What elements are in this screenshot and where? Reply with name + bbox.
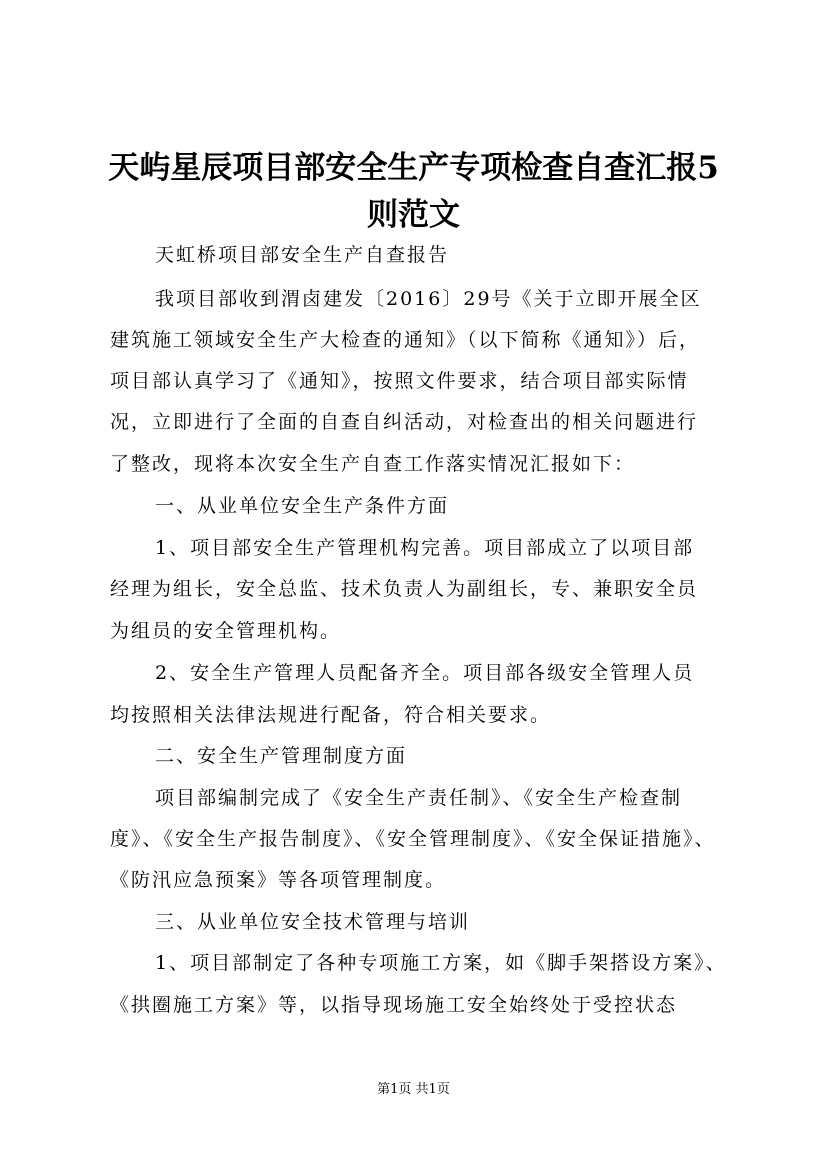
body-line: 建筑施工领域安全生产大检查的通知》（以下简称《通知》）后， xyxy=(110,329,701,351)
body-line: 1、项目部安全生产管理机构完善。项目部成立了以项目部 xyxy=(155,537,695,559)
section-heading: 二、安全生产管理制度方面 xyxy=(155,745,408,767)
document-title-line-2: 则范文 xyxy=(367,197,460,233)
body-line: 2、安全生产管理人员配备齐全。项目部各级安全管理人员 xyxy=(155,662,695,684)
body-line: 项目部认真学习了《通知》，按照文件要求，结合项目部实际情 xyxy=(110,370,689,392)
body-line: 《防汛应急预案》等各项管理制度。 xyxy=(110,869,447,891)
body-line: 项目部编制完成了《安全生产责任制》、《安全生产检查制 xyxy=(155,787,683,809)
body-line: 1、项目部制定了各种专项施工方案，如《脚手架搭设方案》、 xyxy=(155,952,727,974)
body-line: 经理为组长，安全总监、技术负责人为副组长，专、兼职安全员 xyxy=(110,578,699,600)
body-line: 均按照相关法律法规进行配备，符合相关要求。 xyxy=(110,704,552,726)
section-heading: 三、从业单位安全技术管理与培训 xyxy=(155,911,471,933)
document-title-line-1: 天屿星辰项目部安全生产专项检查自查汇报5 xyxy=(108,150,719,186)
body-line: 况，立即进行了全面的自查自纠活动，对检查出的相关问题进行 xyxy=(110,411,699,433)
page-number: 第1页 共1页 xyxy=(377,1082,450,1097)
body-line: 为组员的安全管理机构。 xyxy=(110,620,342,642)
body-line: 了整改，现将本次安全生产自查工作落实情况汇报如下： xyxy=(110,453,636,475)
section-heading: 一、从业单位安全生产条件方面 xyxy=(155,495,450,517)
report-heading: 天虹桥项目部安全生产自查报告 xyxy=(155,244,450,266)
body-line: 《拱圈施工方案》等，以指导现场施工安全始终处于受控状态 xyxy=(110,994,678,1016)
body-line: 度》、《安全生产报告制度》、《安全管理制度》、《安全保证措施》、 xyxy=(110,828,716,850)
body-line: 我项目部收到渭卤建发〔2016〕29号《关于立即开展全区 xyxy=(155,288,702,310)
